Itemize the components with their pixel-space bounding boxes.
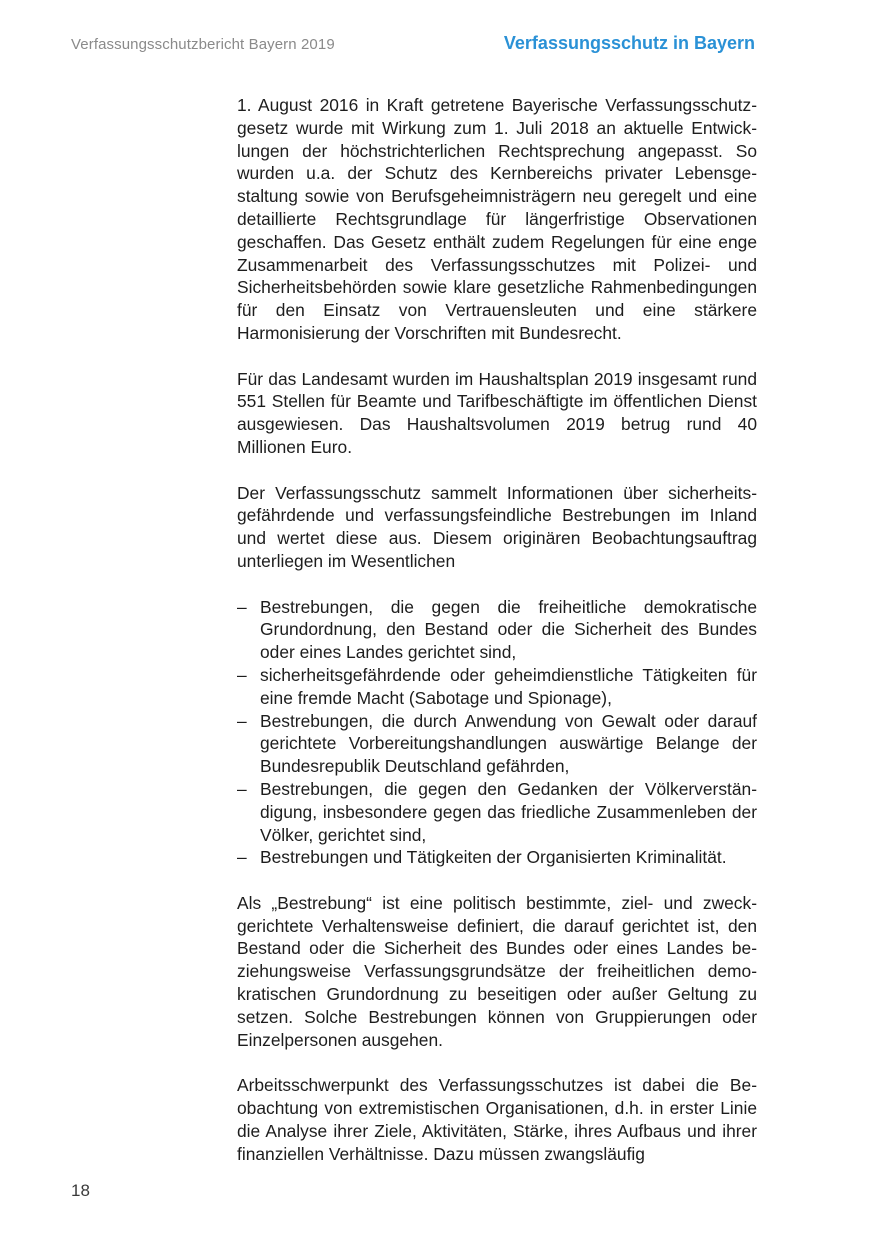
paragraph-1: 1. August 2016 in Kraft getretene Bayerische Verfassungsschutzgesetz wurde mit Wirkung zum 1. Juli 2018 an aktuelle Entwicklungen der höchstrichterlichen Rechtsprechung angepasst. So wurden u.a. der Schutz des Kernbereichs privater Lebensgestaltung sowie von Berufsgeheimnisträgern neu geregelt und eine detaillierte Rechtsgrundlage für längerfristige Observationen geschaffen. Das Gesetz enthält zudem Regelungen für eine enge Zusammenarbeit des Verfassungsschutzes mit Polizei- und Sicherheitsbehörden sowie klare gesetzliche Rahmenbedingungen für den Einsatz von Vertrauensleuten und eine stärkere Harmonisierung der Vorschriften mit Bundesrecht. xyxy=(237,95,757,343)
running-header: Verfassungsschutzbericht Bayern 2019 xyxy=(71,36,335,53)
mandate-list xyxy=(237,596,757,870)
list-dash: – xyxy=(237,710,247,731)
list-item-text: Bestrebungen, die gegen die freiheitliche demokratische Grundordnung, den Bestand oder die Sicherheit des Bundes oder eines Landes gerichtet sind, xyxy=(260,596,757,663)
list-dash: – xyxy=(237,778,247,799)
paragraph-4: Als „Bestrebung“ ist eine politisch bestimmte, ziel- und zweckgerichtete Verhaltensweise definiert, die darauf gerichtet ist, den Bestand oder die Sicherheit des Bundes oder eines Landes beziehungsweise Verfassungsgrundsätze der freiheitlichen demokratischen Grundordnung zu beseitigen oder außer Geltung zu setzen. Solche Bestrebungen können von Gruppierungen oder Einzelpersonen ausgehen. xyxy=(237,892,757,1050)
paragraph-2: Für das Landesamt wurden im Haushaltsplan 2019 insgesamt rund 551 Stellen für Beamte und Tarifbeschäftigte im öffentlichen Dienst ausgewiesen. Das Haushaltsvolumen 2019 betrug rund 40 Millionen Euro. xyxy=(237,368,757,457)
page-number: 18 xyxy=(71,1181,90,1200)
list-dash: – xyxy=(237,664,247,685)
list-dash: – xyxy=(237,596,247,617)
list-item xyxy=(237,846,757,869)
list-item-text: Bestrebungen, die gegen den Gedanken der Völkerverständigung, insbesondere gegen das friedliche Zusammenleben der Völker, gerichtet sind, xyxy=(260,778,757,845)
section-title: Verfassungsschutz in Bayern xyxy=(503,33,755,53)
list-item-text: sicherheitsgefährdende oder geheimdienstliche Tätigkeiten für eine fremde Macht (Sabotage und Spionage), xyxy=(260,664,757,708)
list-item xyxy=(237,596,757,664)
list-item xyxy=(237,664,757,710)
list-item-text: Bestrebungen und Tätigkeiten der Organisierten Kriminalität. xyxy=(260,847,727,868)
list-dash: – xyxy=(237,847,247,868)
page-body xyxy=(237,94,757,1188)
paragraph-5: Arbeitsschwerpunkt des Verfassungsschutzes ist dabei die Beobachtung von extremistischen Organisationen, d.h. in erster Linie die Analyse ihrer Ziele, Aktivitäten, Stärke, ihres Aufbaus und ihrer finanziellen Verhältnisse. Dazu müssen zwangsläufig xyxy=(237,1075,757,1164)
list-item-text: Bestrebungen, die durch Anwendung von Gewalt oder darauf gerichtete Vorbereitungshandlungen auswärtige Belange der Bundesrepublik Deutschland gefährden, xyxy=(260,710,757,777)
list-item xyxy=(237,778,757,846)
list-item xyxy=(237,710,757,778)
paragraph-3: Der Verfassungsschutz sammelt Informationen über sicherheitsgefährdende und verfassungsfeindliche Bestrebungen im Inland und wertet diese aus. Diesem originären Beobachtungsauftrag unterliegen im Wesentlichen xyxy=(237,482,757,571)
